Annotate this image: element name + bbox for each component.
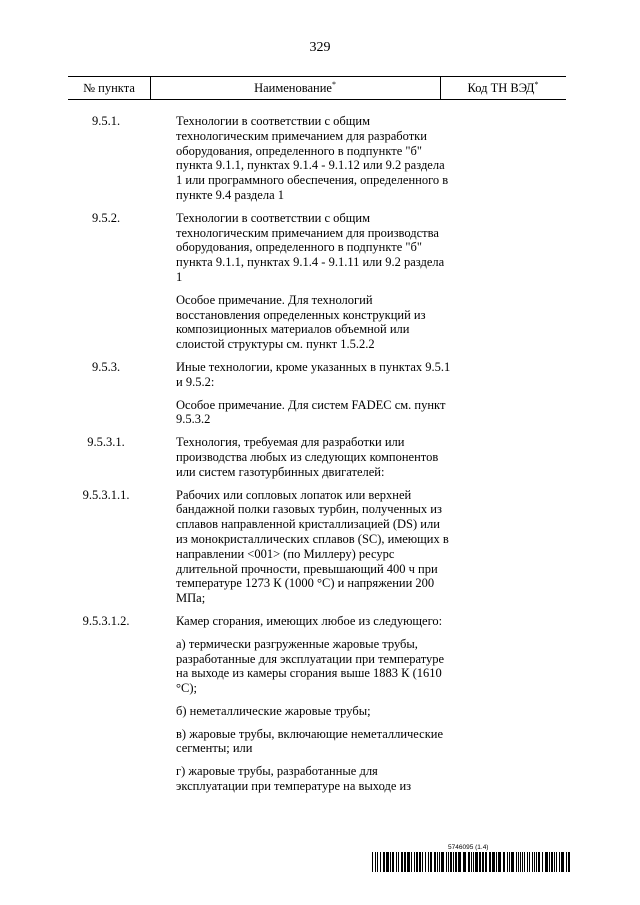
table-header: [68, 76, 566, 100]
header-tnved-code-label: Код ТН ВЭД: [467, 81, 535, 95]
item-number: 9.5.2.: [91, 210, 121, 225]
list-item: [0, 435, 640, 479]
item-text: Особое примечание. Для технологий восстановления определенных конструкций из композиционных материалов объемной или слоистой структуры см. пункт 1.5.2.2: [176, 292, 426, 352]
item-text: б) неметаллические жаровые трубы;: [176, 703, 371, 718]
item-number: 9.5.3.1.2.: [82, 613, 130, 628]
header-name-footnote-mark: *: [331, 79, 336, 89]
list-item: [0, 764, 640, 794]
item-text: г) жаровые трубы, разработанные для эксплуатации при температуре на выходе из: [176, 764, 412, 794]
document-code: 5746095 (1.4): [448, 844, 489, 851]
list-item: [0, 614, 640, 629]
item-text: а) термически разгруженные жаровые трубы, разработанные для эксплуатации при температуре на выходе из камеры сгорания выше 1883 К (1610 °C);: [176, 636, 445, 696]
header-item-number-label: № пункта: [83, 81, 135, 95]
item-number: 9.5.3.1.: [87, 435, 125, 450]
list-item: [0, 398, 640, 428]
item-text: Иные технологии, кроме указанных в пунктах 9.5.1 и 9.5.2:: [176, 359, 451, 389]
header-tnved-code: [440, 77, 566, 99]
item-text: Технологии в соответствии с общим технологическим примечанием для разработки оборудования, определенного в подпункте "б" пункта 9.1.1, пунктах 9.1.4 - 9.1.12 или 9.2 раздела 1 или программного обеспечения, определенного в пункте 9.4 раздела 1: [176, 114, 449, 202]
list-item: [0, 114, 640, 203]
list-item: [0, 488, 640, 606]
list-item: [0, 727, 640, 757]
list-item: [0, 360, 640, 390]
item-text: в) жаровые трубы, включающие неметаллические сегменты; или: [176, 726, 444, 756]
header-name-label: Наименование: [254, 81, 332, 95]
list-item: [0, 293, 640, 352]
barcode: [372, 852, 570, 872]
item-number: 9.5.1.: [91, 114, 121, 128]
item-text: Технология, требуемая для разработки или производства любых из следующих компонентов или систем газотурбинных двигателей:: [176, 435, 439, 479]
header-tnved-footnote-mark: *: [534, 79, 539, 89]
list-item: [0, 211, 640, 285]
list-item: [0, 637, 640, 696]
entries-list: [0, 114, 640, 802]
item-text: Рабочих или сопловых лопаток или верхней бандажной полки газовых турбин, полученных из сплавов направленной кристаллизацией (DS) или из монокристаллических сплавов (SC), имеющих в направлении <001> (по Миллеру) ресурс длительной прочности, превышающий 400 ч при температуре 1273 К (1000 °C) и напряжении 200 МПа;: [176, 487, 449, 606]
item-number: 9.5.3.1.1.: [82, 487, 130, 502]
header-item-number: [68, 77, 150, 99]
item-text: Камер сгорания, имеющих любое из следующего:: [176, 613, 443, 628]
page-number: 329: [309, 40, 331, 55]
item-text: Особое примечание. Для систем FADEC см. пункт 9.5.3.2: [176, 397, 446, 427]
item-number: 9.5.3.: [91, 359, 121, 374]
header-name: [150, 77, 440, 99]
item-text: Технологии в соответствии с общим технологическим примечанием для производства оборудования, определенного в подпункте "б" пункта 9.1.1, пунктах 9.1.4 - 9.1.11 или 9.2 раздела 1: [176, 210, 445, 284]
list-item: [0, 704, 640, 719]
